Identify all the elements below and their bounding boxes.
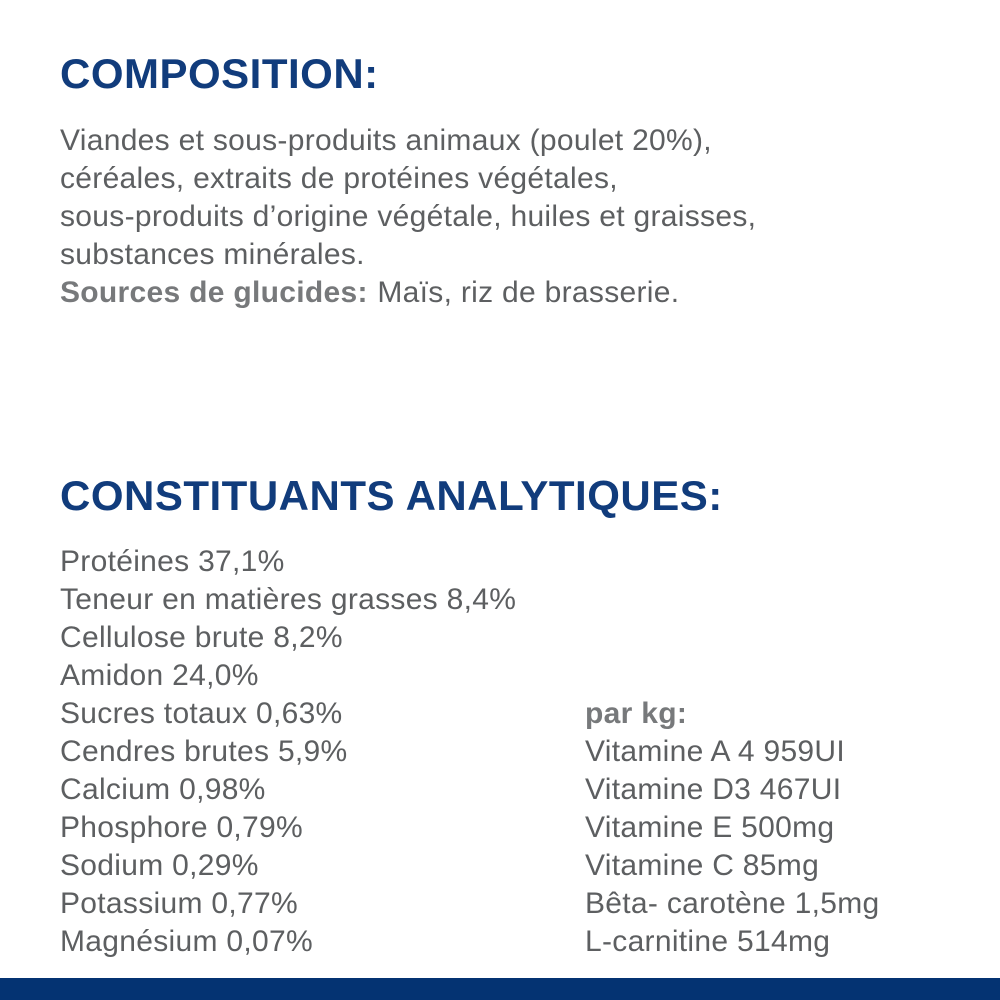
carb-sources-label: Sources de glucides:: [60, 276, 368, 309]
analyte-row: Sucres totaux 0,63%: [60, 697, 343, 730]
analyte-row: Teneur en matières grasses 8,4%: [60, 583, 517, 616]
vitamin-row: Vitamine C 85mg: [585, 849, 820, 882]
composition-line: céréales, extraits de protéines végétales,: [60, 162, 618, 195]
analytes-list: [60, 543, 580, 961]
vitamin-row: Vitamine E 500mg: [585, 811, 835, 844]
analyte-row: Phosphore 0,79%: [60, 811, 304, 844]
vitamin-row: Vitamine A 4 959UI: [585, 735, 846, 768]
analyte-row: Sodium 0,29%: [60, 849, 259, 882]
per-kg-list: [585, 695, 985, 961]
analyte-row: Cellulose brute 8,2%: [60, 621, 343, 654]
analyte-row: Amidon 24,0%: [60, 659, 259, 692]
analyte-row: Magnésium 0,07%: [60, 925, 313, 958]
composition-paragraph: [60, 122, 960, 312]
analyte-row: Cendres brutes 5,9%: [60, 735, 348, 768]
per-kg-label: par kg:: [585, 697, 688, 730]
vitamin-row: Bêta- carotène 1,5mg: [585, 887, 880, 920]
vitamin-row: L-carnitine 514mg: [585, 925, 831, 958]
vitamin-row: Vitamine D3 467UI: [585, 773, 842, 806]
composition-line: sous-produits d’origine végétale, huiles et graisses,: [60, 200, 757, 233]
carb-sources-line: [60, 274, 960, 312]
composition-line: Viandes et sous-produits animaux (poulet 20%),: [60, 124, 712, 157]
carb-sources-value: Maïs, riz de brasserie.: [377, 276, 680, 309]
analyte-row: Potassium 0,77%: [60, 887, 298, 920]
analyte-row: Calcium 0,98%: [60, 773, 266, 806]
analyte-row: Protéines 37,1%: [60, 545, 285, 578]
composition-line: substances minérales.: [60, 238, 365, 271]
footer-accent-bar: [0, 978, 1000, 1000]
analytics-heading: CONSTITUANTS ANALYTIQUES:: [60, 472, 723, 519]
composition-heading: COMPOSITION:: [60, 50, 379, 97]
